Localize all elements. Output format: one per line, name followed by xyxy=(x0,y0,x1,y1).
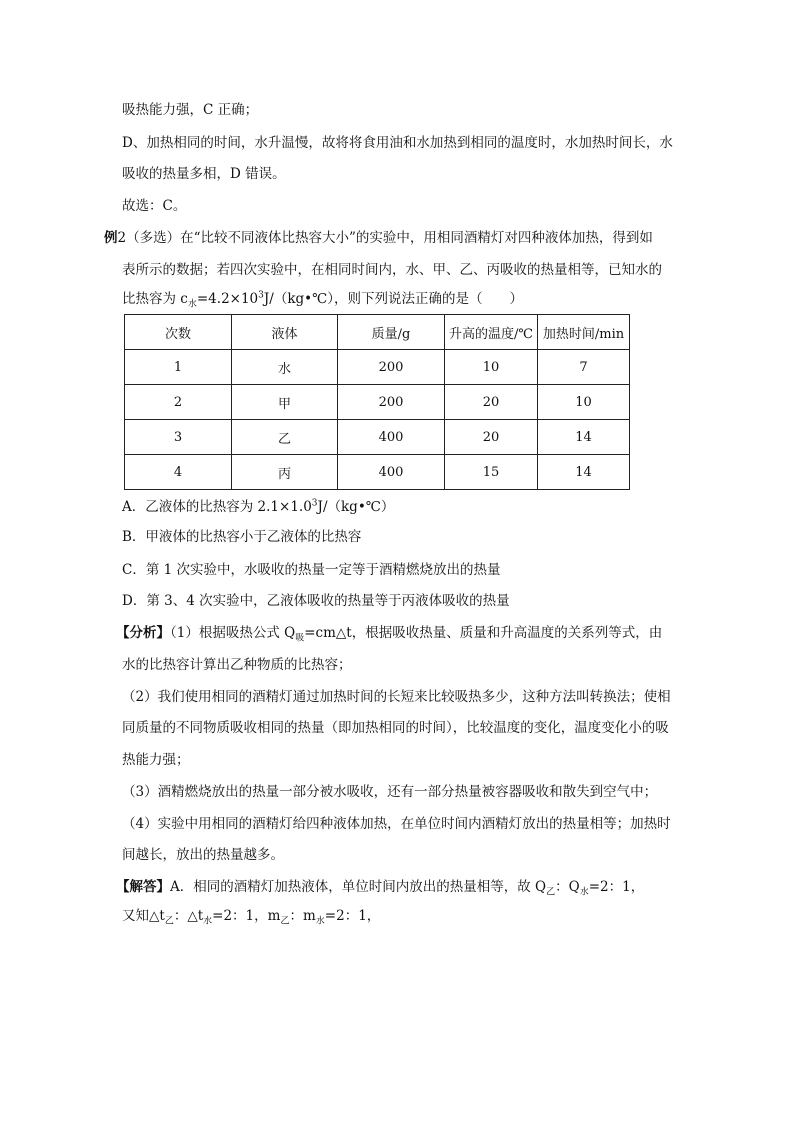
text-line: 吸热能力强，C 正确； xyxy=(122,102,259,118)
text-line: 表所示的数据；若四次实验中，在相同时间内，水、甲、乙、丙吸收的热量相等，已知水的 xyxy=(122,262,662,278)
table-row xyxy=(125,455,630,490)
table-header: 液体 xyxy=(232,315,338,350)
analysis-line: 水的比热容计算出乙种物质的比热容； xyxy=(122,657,352,673)
table-cell: 乙 xyxy=(232,420,338,455)
table-header: 次数 xyxy=(125,315,232,350)
table-cell: 200 xyxy=(338,385,445,420)
table-cell: 200 xyxy=(338,350,445,385)
table-row xyxy=(125,420,630,455)
table-cell: 4 xyxy=(125,455,232,490)
table-cell: 丙 xyxy=(232,455,338,490)
table-header-row xyxy=(125,315,630,350)
data-table xyxy=(124,314,630,490)
table-cell: 7 xyxy=(538,350,630,385)
analysis-line: 间越长，放出的热量越多。 xyxy=(122,847,284,863)
text-line: 故选：C。 xyxy=(122,198,187,214)
option-d: D．第 3、4 次实验中，乙液体吸收的热量等于丙液体吸收的热量 xyxy=(122,593,510,609)
table-cell: 10 xyxy=(445,350,538,385)
table-cell: 400 xyxy=(338,455,445,490)
table-cell: 10 xyxy=(538,385,630,420)
table-cell: 14 xyxy=(538,420,630,455)
text-line: D、加热相同的时间，水升温慢，故将将食用油和水加热到相同的温度时，水加热时间长，水 xyxy=(122,135,673,151)
table-cell: 20 xyxy=(445,420,538,455)
option-c: C．第 1 次实验中，水吸收的热量一定等于酒精燃烧放出的热量 xyxy=(122,562,501,578)
option-b: B．甲液体的比热容小于乙液体的比热容 xyxy=(122,529,362,545)
table-cell: 甲 xyxy=(232,385,338,420)
table-cell: 水 xyxy=(232,350,338,385)
table-header: 质量/g xyxy=(338,315,445,350)
analysis-line: 【分析】（1）根据吸热公式 $Q_吸=cm\triangle t$，根据吸收热量、质量和升高温度的关系列等式，由 xyxy=(116,625,663,644)
table-cell: 3 xyxy=(125,420,232,455)
option-a: A．乙液体的比热容为 $2.1\times 1.0^3J/(kg•℃)$ xyxy=(122,498,395,515)
example-heading xyxy=(104,229,653,247)
text-line: 比热容为 $c_水=4.2\times 10^3J/(kg•℃)$，则下列说法正确的是（ ） xyxy=(122,290,523,310)
analysis-label: 【分析】 xyxy=(116,625,170,641)
analysis-line: 同质量的不同物质吸收相同的热量（即加热相同的时间），比较温度的变化，温度变化小的吸 xyxy=(122,720,669,736)
table-cell: 1 xyxy=(125,350,232,385)
answer-line: 又知$\triangle t_乙$：$\triangle t_水=2$：1，$m_乙$：$m_水=2$：1， xyxy=(122,908,381,927)
table-cell: 15 xyxy=(445,455,538,490)
text-line: 吸收的热量多相，D 错误。 xyxy=(122,166,286,182)
analysis-line: （4）实验中用相同的酒精灯给四种液体加热，在单位时间内酒精灯放出的热量相等；加热时 xyxy=(122,816,671,832)
table-header: 升高的温度/℃ xyxy=(445,315,538,350)
example-number: 2（多选） xyxy=(117,230,181,246)
table-header: 加热时间/min xyxy=(538,315,630,350)
table-cell: 2 xyxy=(125,385,232,420)
answer-label: 【解答】 xyxy=(116,879,170,895)
table-cell: 400 xyxy=(338,420,445,455)
example-text: 在“比较不同液体比热容大小”的实验中，用相同酒精灯对四种液体加热，得到如 xyxy=(180,230,653,246)
table-row xyxy=(125,350,630,385)
analysis-line: 热能力强； xyxy=(122,752,190,768)
table-cell: 20 xyxy=(445,385,538,420)
answer-line: 【解答】A．相同的酒精灯加热液体，单位时间内放出的热量相等，故 $Q_乙$：$Q_水=2$：1， xyxy=(116,879,645,898)
example-label: 例 xyxy=(104,230,118,246)
table-cell: 14 xyxy=(538,455,630,490)
table-row xyxy=(125,385,630,420)
analysis-line: （2）我们使用相同的酒精灯通过加热时间的长短来比较吸热多少，这种方法叫转换法；使相 xyxy=(122,689,671,705)
analysis-line: （3）酒精燃烧放出的热量一部分被水吸收，还有一部分热量被容器吸收和散失到空气中； xyxy=(122,784,658,800)
